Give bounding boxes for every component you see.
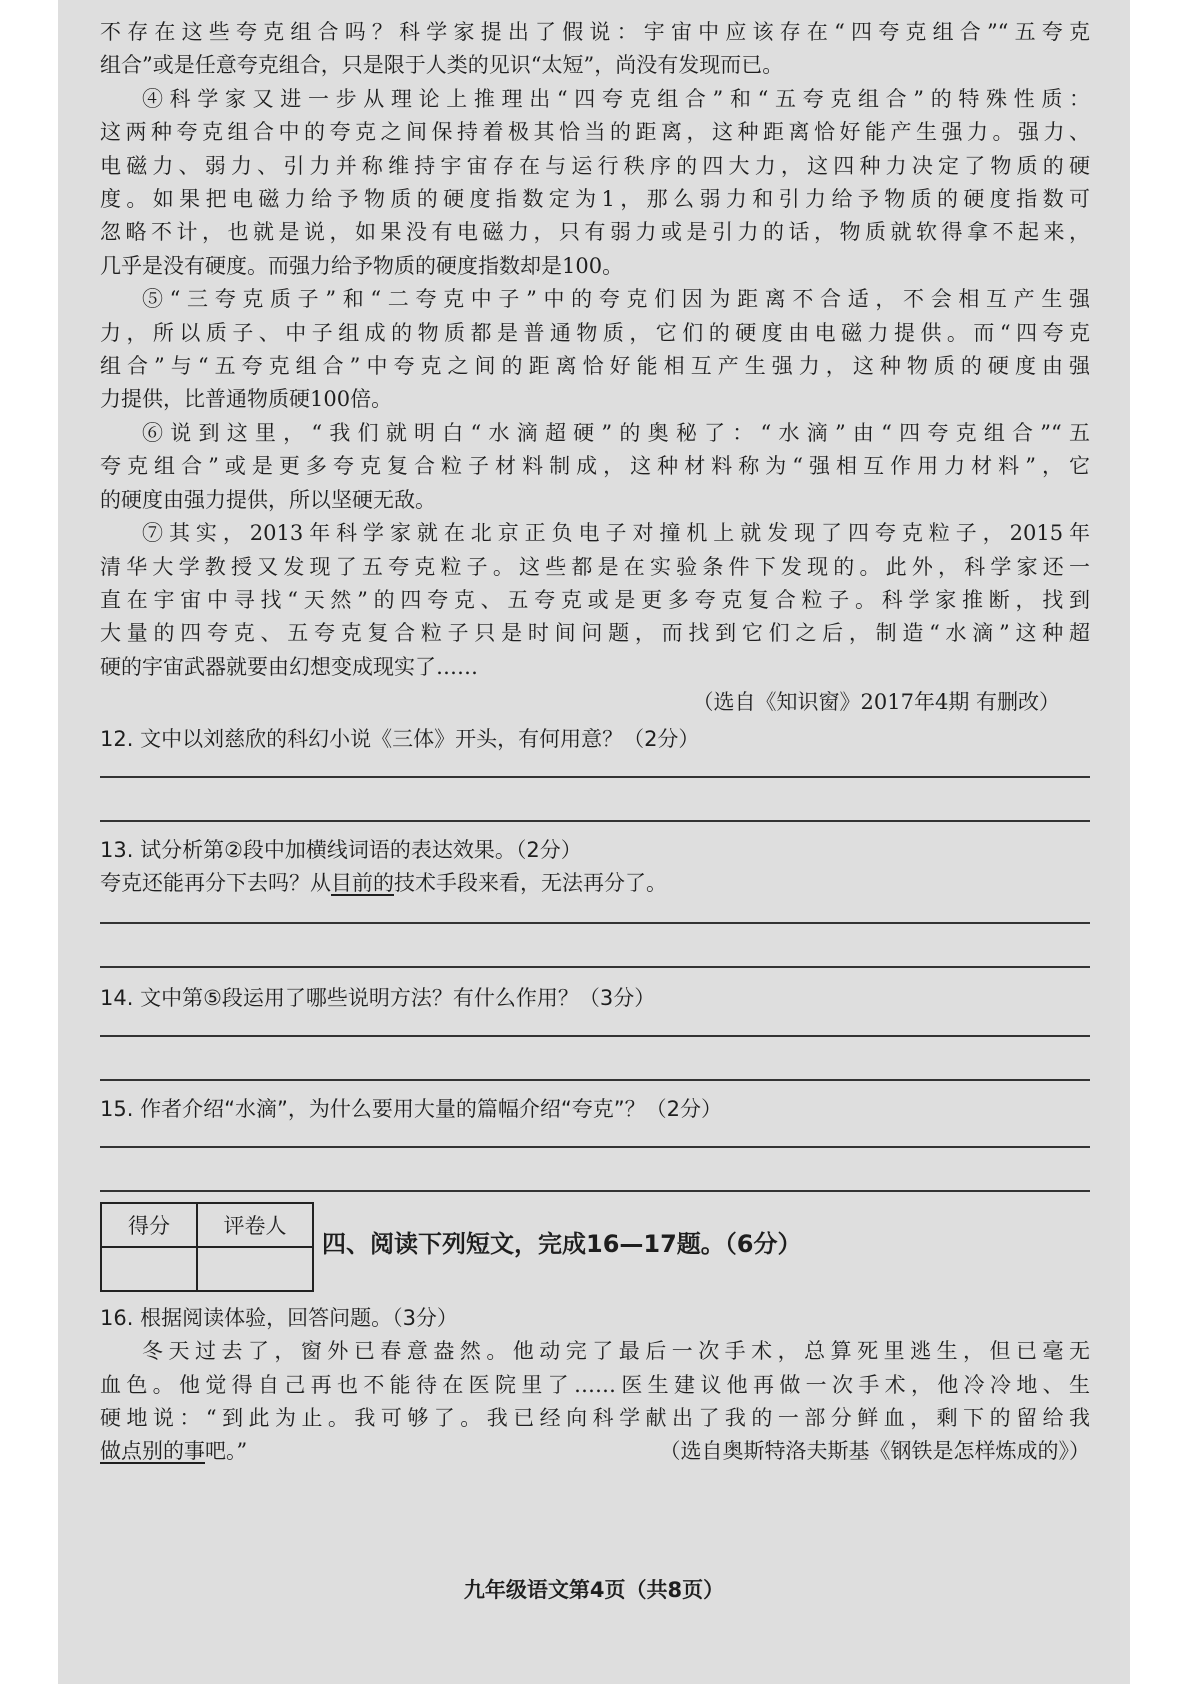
passage-line: ⑦其实，2013年科学家就在北京正负电子对撞机上就发现了四夸克粒子，2015年: [142, 521, 1090, 546]
passage-line: 组合”与“五夸克组合”中夸克之间的距离恰好能相互产生强力，这种物质的硬度由强: [100, 354, 1090, 379]
exam-sheet: [58, 0, 1130, 1684]
answer-line[interactable]: [100, 966, 1090, 968]
passage-line: 几乎是没有硬度。而强力给予物质的硬度指数却是100。: [100, 253, 624, 278]
grader-cell[interactable]: [197, 1247, 313, 1291]
answer-line[interactable]: [100, 1035, 1090, 1037]
passage-line: 的硬度由强力提供，所以坚硬无敌。: [100, 487, 436, 512]
score-cell[interactable]: [101, 1247, 197, 1291]
passage-line: 夸克组合”或是更多夸克复合粒子材料制成，这种材料称为“强相互作用力材料”，它: [100, 454, 1090, 479]
underlined-phrase: 做点别的事: [100, 1439, 205, 1464]
answer-line[interactable]: [100, 922, 1090, 924]
passage-line: 直在宇宙中寻找“天然”的四夸克、五夸克或是更多夸克复合粒子。科学家推断，找到: [100, 587, 1090, 612]
question-15: 15. 作者介绍“水滴”，为什么要用大量的篇幅介绍“夸克”？（2分）: [100, 1097, 722, 1122]
excerpt-line: 硬地说：“到此为止。我可够了。我已经向科学献出了我的一部分鲜血，剩下的留给我: [100, 1405, 1090, 1430]
passage-line: 硬的宇宙武器就要由幻想变成现实了……: [100, 654, 478, 679]
excerpt-source: （选自奥斯特洛夫斯基《钢铁是怎样炼成的》）: [659, 1439, 1090, 1464]
excerpt-last-line: [100, 1435, 1090, 1469]
grader-label: 评卷人: [197, 1203, 313, 1247]
page-content: [100, 16, 1090, 1469]
passage-line: 忽略不计，也就是说，如果没有电磁力，只有弱力或是引力的话，物质就软得拿不起来，: [100, 220, 1090, 245]
passage-line: 不存在这些夸克组合吗？科学家提出了假说：宇宙中应该存在“四夸克组合”“五夸克: [100, 20, 1090, 44]
answer-line[interactable]: [100, 1190, 1090, 1192]
question-16: 16. 根据阅读体验，回答问题。（3分）: [100, 1306, 458, 1331]
passage-line: ⑥说到这里，“我们就明白“水滴超硬”的奥秘了：“水滴”由“四夸克组合”“五: [142, 420, 1090, 445]
score-table: [100, 1202, 314, 1292]
passage-line: ⑤“三夸克质子”和“二夸克中子”中的夸克们因为距离不合适，不会相互产生强: [142, 287, 1090, 312]
answer-line[interactable]: [100, 820, 1090, 822]
answer-line[interactable]: [100, 776, 1090, 778]
question-12: 12. 文中以刘慈欣的科幻小说《三体》开头，有何用意？（2分）: [100, 727, 700, 752]
passage-line: 度。如果把电磁力给予物质的硬度指数定为1，那么弱力和引力给予物质的硬度指数可: [100, 187, 1090, 212]
underlined-phrase: 目前的: [331, 871, 394, 896]
excerpt-line: 血色。他觉得自己再也不能待在医院里了……医生建议他再做一次手术，他冷冷地、生: [100, 1372, 1090, 1397]
passage-line: 大量的四夸克、五夸克复合粒子只是时间问题，而找到它们之后，制造“水滴”这种超: [100, 621, 1090, 646]
passage-line: 力，所以质子、中子组成的物质都是普通物质，它们的硬度由电磁力提供。而“四夸克: [100, 320, 1090, 345]
section-header: [100, 1202, 1090, 1296]
excerpt-line: 冬天过去了，窗外已春意盎然。他动完了最后一次手术，总算死里逃生，但已毫无: [142, 1339, 1090, 1364]
passage-line: 组合”或是任意夸克组合，只是限于人类的见识“太短”，尚没有发现而已。: [100, 53, 784, 78]
quote-text: 技术手段来看，无法再分了。: [394, 871, 667, 896]
quote-text: 夸克还能再分下去吗？从: [100, 871, 331, 896]
question-14: 14. 文中第⑤段运用了哪些说明方法？有什么作用？（3分）: [100, 986, 656, 1011]
answer-line[interactable]: [100, 1079, 1090, 1081]
passage-line: 电磁力、弱力、引力并称维持宇宙存在与运行秩序的四大力，这四种力决定了物质的硬: [100, 153, 1090, 178]
score-label: 得分: [101, 1203, 197, 1247]
passage-source: （选自《知识窗》2017年4期 有删改）: [692, 690, 1060, 715]
page-footer: 九年级语文第4页（共8页）: [463, 1578, 725, 1602]
question-13: 13. 试分析第②段中加横线词语的表达效果。（2分）: [100, 838, 582, 863]
passage-line: 清华大学教授又发现了五夸克粒子。这些都是在实验条件下发现的。此外，科学家还一: [100, 554, 1090, 579]
passage-line: ④科学家又进一步从理论上推理出“四夸克组合”和“五夸克组合”的特殊性质：: [142, 86, 1090, 111]
passage-line: 这两种夸克组合中的夸克之间保持着极其恰当的距离，这种距离恰好能产生强力。强力、: [100, 120, 1090, 145]
answer-line[interactable]: [100, 1146, 1090, 1148]
section-title: 四、阅读下列短文，完成16—17题。（6分）: [322, 1230, 802, 1259]
passage-line: 力提供，比普通物质硬100倍。: [100, 387, 393, 412]
excerpt-text: 吧。”: [205, 1439, 248, 1464]
question-13-quote: [100, 867, 1090, 900]
